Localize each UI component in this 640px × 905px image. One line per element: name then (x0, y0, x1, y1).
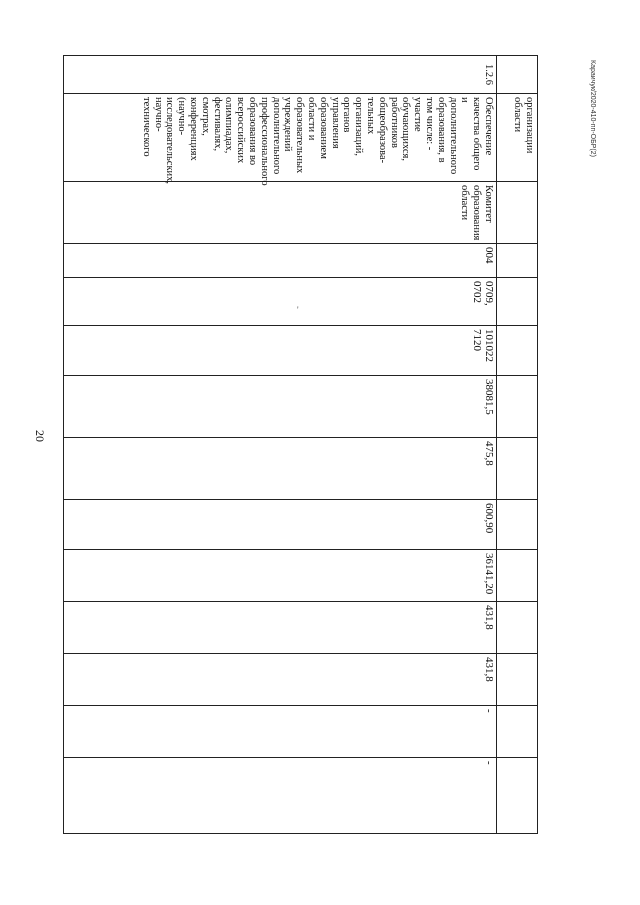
table-row (64, 56, 497, 834)
cell-value-7: - (64, 706, 497, 758)
scan-mark: ' (297, 305, 299, 315)
cell-value-2: 475,8 (64, 438, 497, 500)
cell-value-4: 36141,20 (64, 550, 497, 602)
cell-item-number: 1.2.6 (64, 56, 497, 94)
cell-empty (497, 376, 538, 438)
cell-code-target: 101022 7120 (64, 326, 497, 376)
cell-empty (497, 500, 538, 550)
cell-empty (497, 758, 538, 834)
cell-empty (497, 550, 538, 602)
document-code: Караичук/2020-410-пп-ОБР(2) (589, 60, 596, 157)
cell-value-1: 38081,5 (64, 376, 497, 438)
cell-executor: Комитет образования области (64, 182, 497, 244)
cell-empty (497, 438, 538, 500)
cell-empty (497, 244, 538, 278)
cell-empty (497, 278, 538, 326)
page-number: 20 (33, 430, 47, 442)
cell-empty (497, 602, 538, 654)
cell-activity-name: Обеспечение качества общего и дополнительного образования, в том числе: - участие обучающихся, работников общеобразова-тельных организаций, органов управления образованием области и образовательных учреждений дополнительного профессионального образования во всероссийских олимпиадах, фестивалях, смотрах, конференциях (научно-исследовательских, научно-технического (64, 94, 497, 182)
cell-org-label: организации области (497, 94, 538, 182)
budget-table (63, 55, 538, 834)
table-row (497, 56, 538, 834)
cell-empty (497, 182, 538, 244)
budget-table-rotated (63, 55, 538, 805)
cell-code-ministry: 004 (64, 244, 497, 278)
cell-value-5: 431,8 (64, 602, 497, 654)
cell-value-8: - (64, 758, 497, 834)
cell-empty (497, 654, 538, 706)
cell-code-section: 0709, 0702 (64, 278, 497, 326)
cell-empty (497, 326, 538, 376)
cell-empty (497, 56, 538, 94)
cell-value-6: 431,8 (64, 654, 497, 706)
cell-value-3: 600,90 (64, 500, 497, 550)
cell-empty (497, 706, 538, 758)
